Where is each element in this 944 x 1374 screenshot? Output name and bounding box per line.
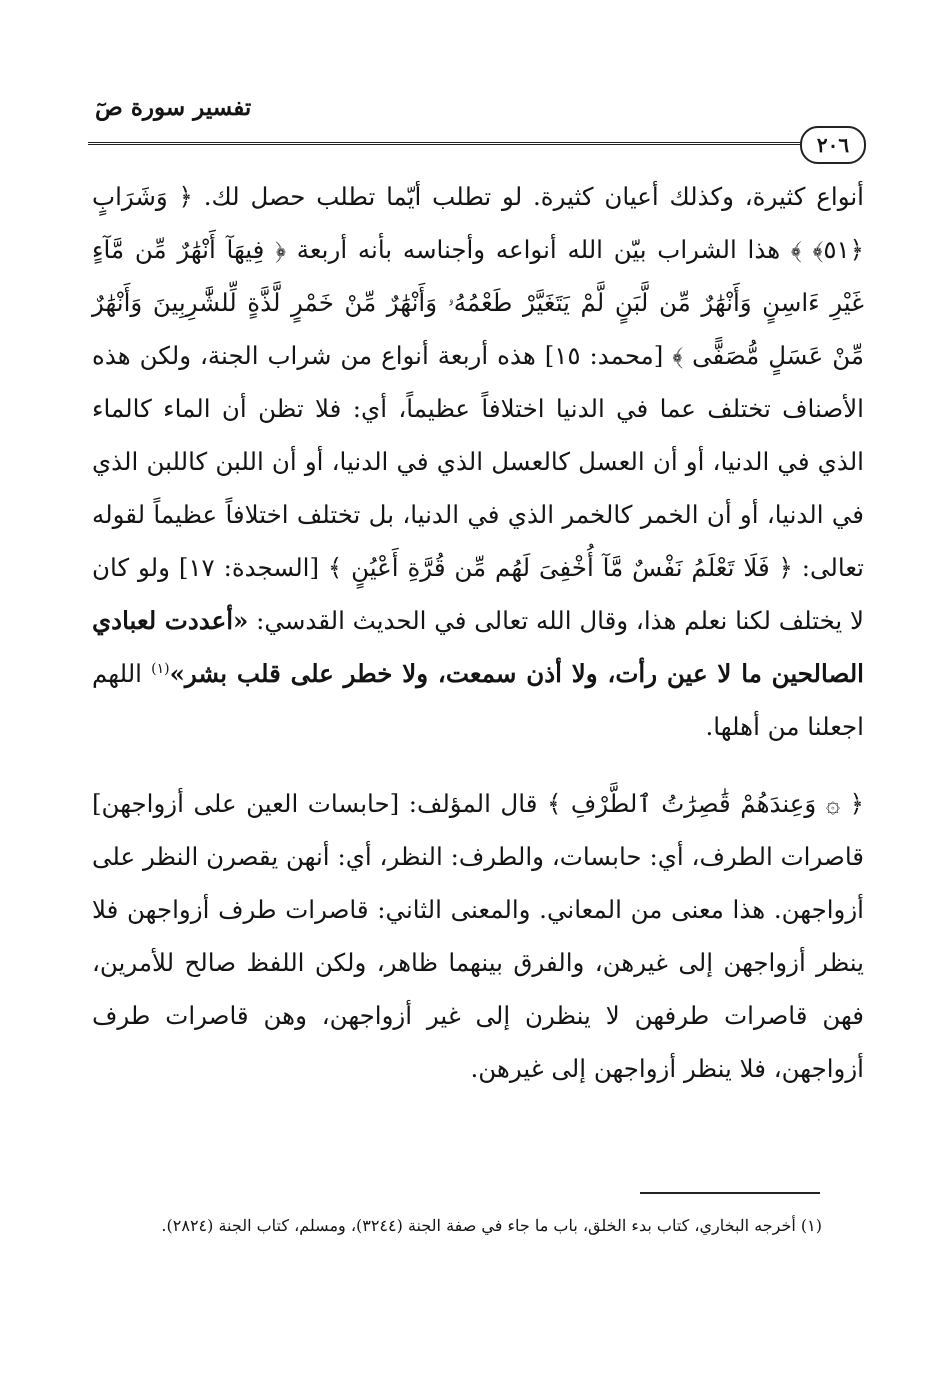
hadith-quote: «أعددت لعبادي الصالحين ما لا عين رأت، ولا أذن سمعت، ولا خطر على قلب بشر»	[92, 606, 864, 688]
running-header-title: تفسير سورة صٓ	[95, 94, 252, 121]
text-segment: اللهم اجعلنا من أهلها.	[92, 659, 864, 741]
quran-verse: ﴿ وَشَرَابٍ ﴿٥١﴾ ﴾	[92, 182, 865, 264]
quran-verse: ﴿ فِيهَآ أَنْهَٰرٌ مِّن مَّآءٍ غَيْرِ ءَاسِنٍ وَأَنْهَٰرٌ مِّن لَّبَنٍ لَّمْ يَتَغَيَّرْ طَعْمُهُۥ وَأَنْهَٰرٌ مِّنْ خَمْرٍ لَّذَّةٍ لِّلشَّٰرِبِينَ وَأَنْهَٰرٌ مِّنْ عَسَلٍ مُّصَفًّى ﴾	[92, 235, 864, 370]
page-number-badge: ٢٠٦	[800, 126, 866, 164]
header-rule	[88, 142, 806, 145]
text-segment: هذا الشراب بيّن الله أنواعه وأجناسه بأنه أربعة	[285, 235, 791, 264]
paragraph-1	[92, 170, 864, 753]
text-segment: [محمد: ١٥] هذه أربعة أنواع من شراب الجنة، ولكن هذه الأصناف تختلف عما في الدنيا اختلافاً عظيماً، أي: فلا تظن أن الماء كالماء الذي في الدنيا، أو أن العسل كالعسل الذي في الدنيا، أو أن اللبن كاللبن الذي في الدنيا، أو أن الخمر كالخمر الذي في الدنيا، بل تختلف اختلافاً عظيماً لقوله تعالى:	[92, 341, 865, 582]
quran-verse: ﴿ ۞ وَعِندَهُمْ قَٰصِرَٰتُ ٱلطَّرْفِ ﴾	[546, 789, 864, 818]
main-text	[92, 170, 864, 1095]
paragraph-2	[92, 777, 864, 1095]
text-segment: [السجدة: ١٧] ولو كان لا يختلف لكنا نعلم هذا، وقال الله تعالى في الحديث القدسي:	[92, 553, 864, 635]
text-segment: قال المؤلف: [حابسات العين على أزواجهن] قاصرات الطرف، أي: حابسات، والطرف: النظر، أي: أنهن يقصرن النظر على أزواجهن. هذا معنى من المعاني. والمعنى الثاني: قاصرات طرف أزواجهن فلا ينظر أزواجهن إلى غيرهن، والفرق بينهما ظاهر، ولكن اللفظ صالح للأمرين، فهن قاصرات طرفهن لا ينظرن إلى غير أزواجهن، وهن قاصرات طرف أزواجهن، فلا ينظر أزواجهن إلى غيرهن.	[92, 789, 864, 1083]
footnote-rule	[640, 1192, 820, 1194]
quran-verse: ﴿ فَلَا تَعْلَمُ نَفْسٌ مَّآ أُخْفِىَ لَهُم مِّن قُرَّةِ أَعْيُنٍ ﴾	[327, 553, 793, 582]
footnote: (١) أخرجه البخاري، كتاب بدء الخلق، باب ما جاء في صفة الجنة (٣٢٤٤)، ومسلم، كتاب الجنة (٢٨٢٤).	[161, 1216, 822, 1235]
footnote-marker: (١)	[151, 660, 170, 677]
text-segment: أنواع كثيرة، وكذلك أعيان كثيرة. لو تطلب أيّما تطلب حصل لك.	[192, 182, 864, 211]
